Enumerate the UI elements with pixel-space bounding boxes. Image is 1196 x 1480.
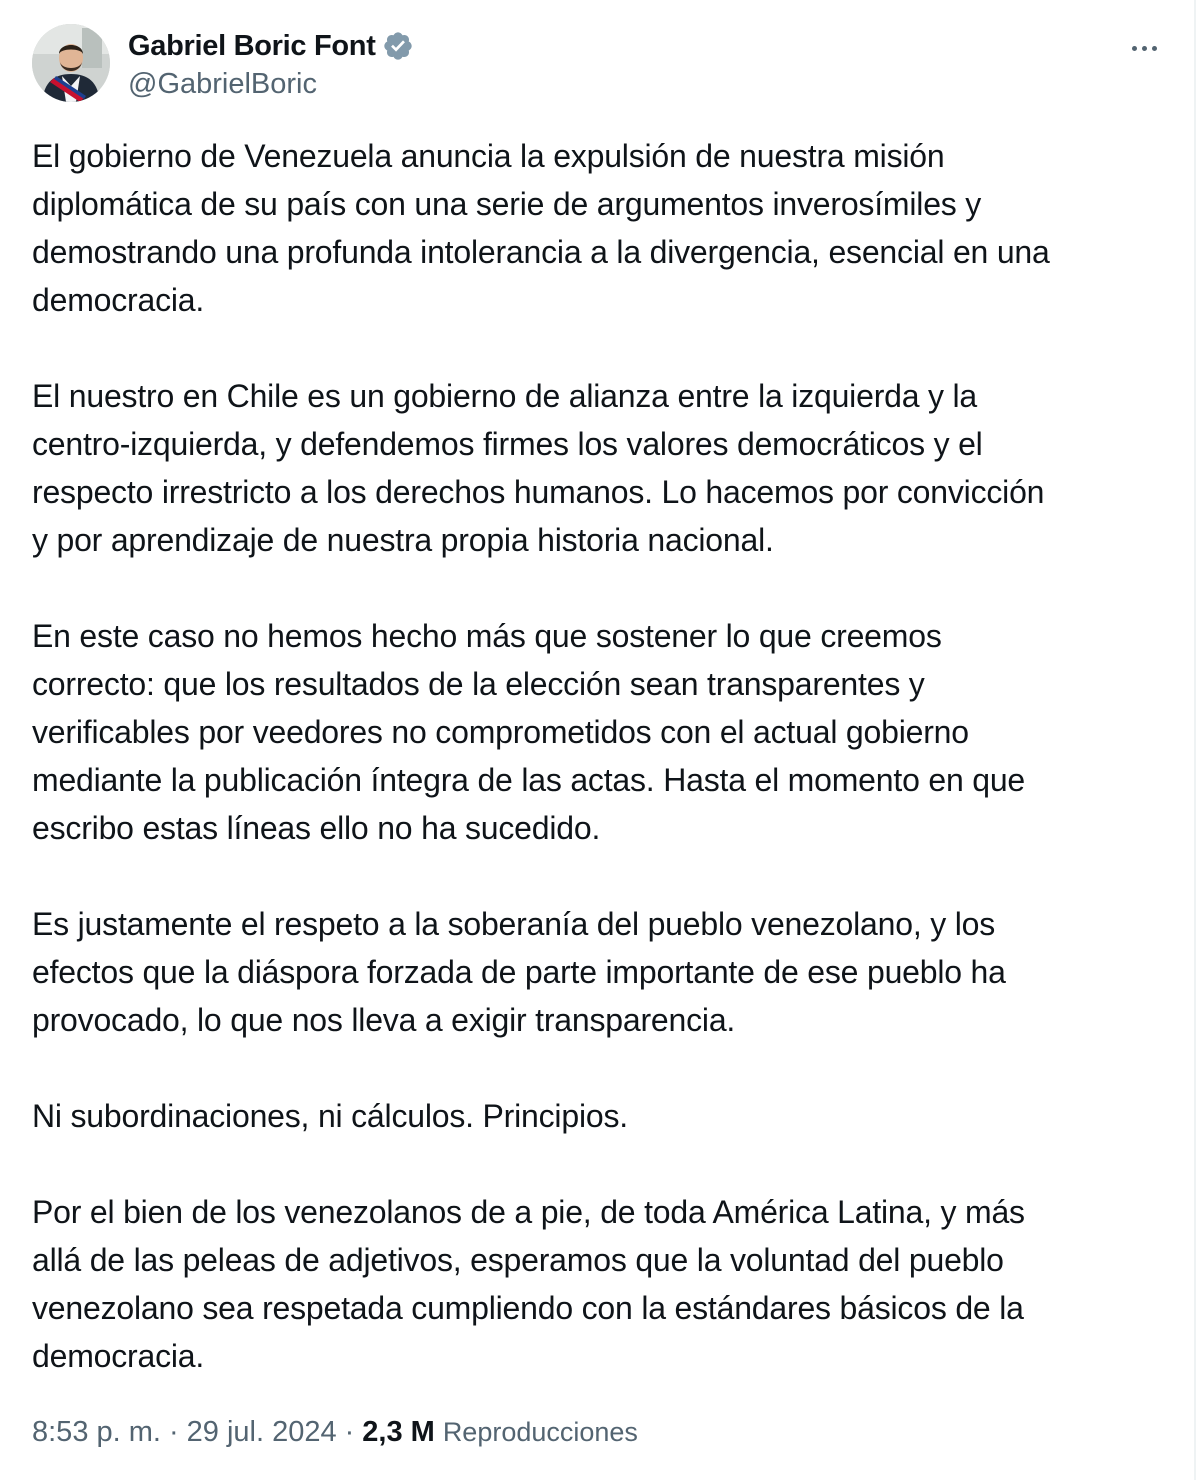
tweet-paragraph: En este caso no hemos hecho más que sostener lo que creemos correcto: que los resultados de la elección sean transparentes y verificables por veedores no comprometidos con el actual gobierno mediante la publicación íntegra de las actas. Hasta el momento en que escribo estas líneas ello no ha sucedido.: [32, 618, 1026, 846]
tweet-paragraph: Por el bien de los venezolanos de a pie, de toda América Latina, y más allá de las peleas de adjetivos, esperamos que la voluntad del pueblo venezolano sea respetada cumpliendo con la estándares básicos de la democracia.: [32, 1194, 1025, 1374]
tweet-paragraph: Es justamente el respeto a la soberanía del pueblo venezolano, y los efectos que la diáspora forzada de parte importante de ese pueblo ha provocado, lo que nos lleva a exigir transparencia.: [32, 906, 1006, 1038]
tweet-metadata: [32, 1412, 638, 1452]
avatar[interactable]: [32, 24, 110, 102]
tweet-header: [32, 24, 1162, 106]
more-horizontal-icon-dot: [1152, 46, 1157, 51]
more-horizontal-icon: [1132, 46, 1137, 51]
author-handle[interactable]: @GabrielBoric: [128, 68, 317, 100]
verified-badge-icon[interactable]: [382, 30, 414, 62]
meta-separator: ·: [344, 1415, 355, 1448]
tweet-paragraph: El gobierno de Venezuela anuncia la expulsión de nuestra misión diplomática de su país con una serie de argumentos inverosímiles y demostrando una profunda intolerancia a la divergencia, esencial en una democracia.: [32, 138, 1050, 318]
views-label: Reproducciones: [442, 1416, 638, 1447]
more-options-button[interactable]: [1122, 30, 1166, 66]
author-display-name[interactable]: Gabriel Boric Font: [128, 29, 376, 62]
tweet-date[interactable]: 29 jul. 2024: [186, 1415, 337, 1448]
tweet-text: [32, 132, 1172, 1380]
avatar-image: [32, 24, 110, 102]
tweet-paragraph: El nuestro en Chile es un gobierno de alianza entre la izquierda y la centro-izquierda, y defendemos firmes los valores democráticos y el respecto irrestricto a los derechos humanos. Lo hacemos por convicción y por aprendizaje de nuestra propia historia nacional.: [32, 378, 1045, 558]
meta-separator: ·: [168, 1415, 179, 1448]
views-count: 2,3 M: [362, 1415, 435, 1448]
author-info: [128, 26, 414, 101]
tweet-time[interactable]: 8:53 p. m.: [32, 1415, 161, 1448]
tweet-paragraph: Ni subordinaciones, ni cálculos. Principios.: [32, 1098, 628, 1134]
more-horizontal-icon-dot: [1142, 46, 1147, 51]
display-name-row: [128, 26, 414, 66]
